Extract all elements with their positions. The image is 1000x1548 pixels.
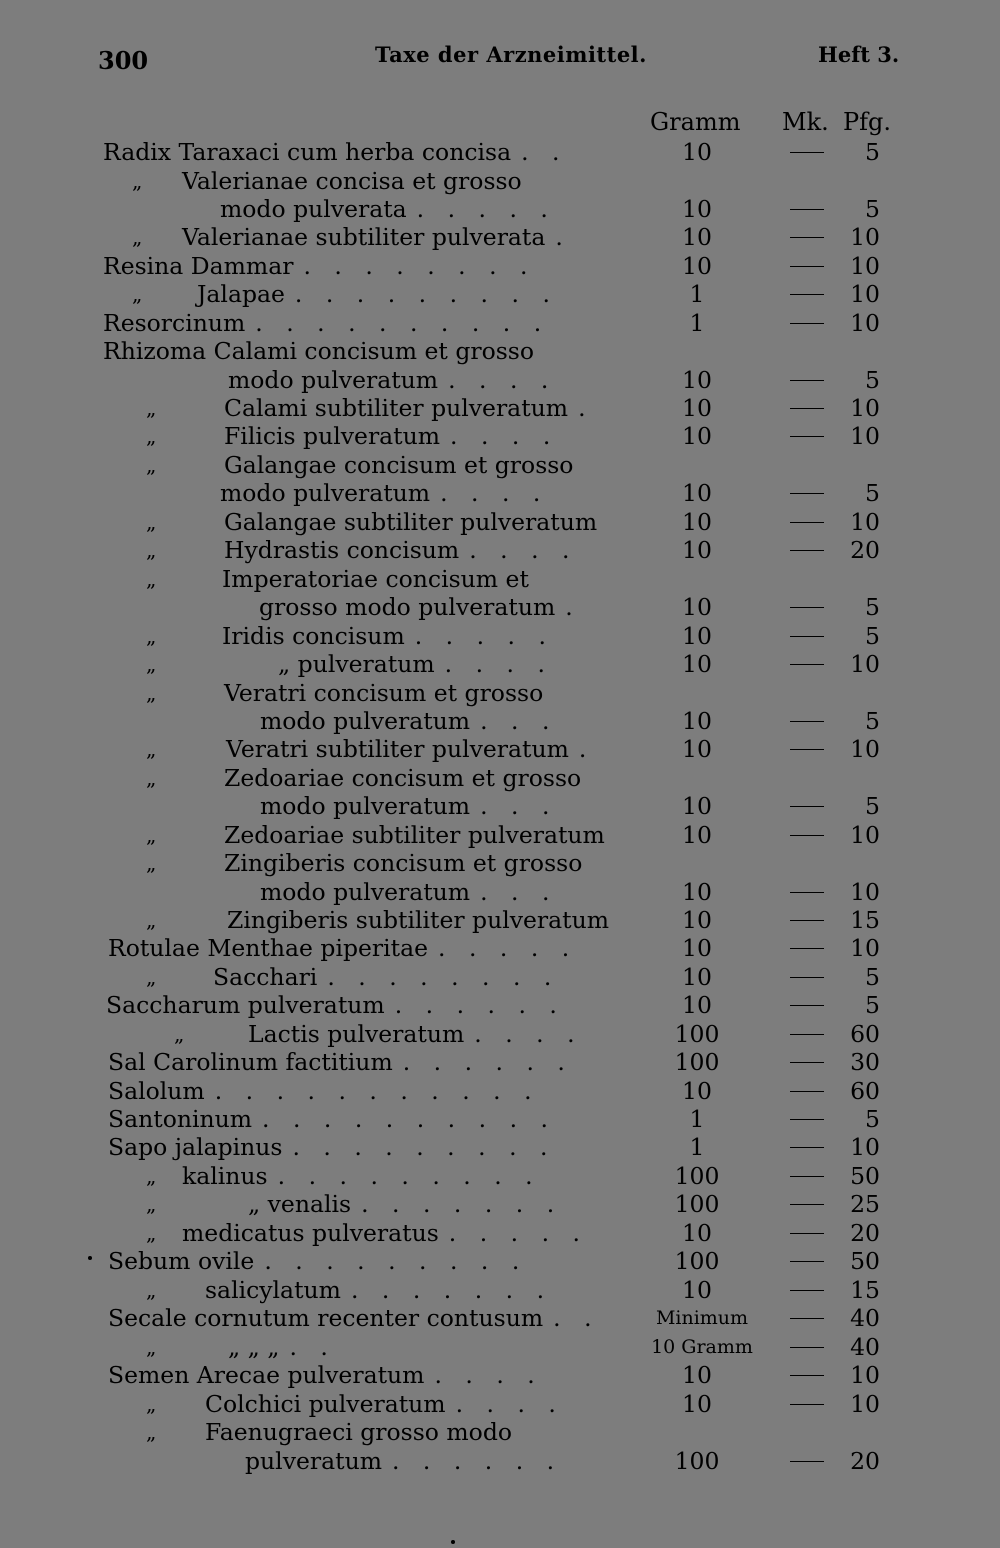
ditto-mark: „ [146,1420,157,1444]
dot-leader: . [578,394,594,422]
item-name: modo pulveratum [228,366,439,394]
dot-leader: . . . . . . . . [327,963,560,991]
gramm-value: 10 [682,792,712,820]
pfg-value: 30 [850,1048,880,1076]
table-row [0,138,1000,166]
table-row [0,764,1000,792]
table-row [0,1276,1000,1304]
mk-dash [790,1119,824,1120]
ditto-mark: „ [146,737,157,761]
table-row [0,735,1000,763]
pfg-value: 5 [865,138,880,166]
pfg-value: 5 [865,792,880,820]
item-name: Faenugraeci grosso modo [205,1418,513,1446]
item-name: „ venalis [248,1190,352,1218]
mk-dash [790,1375,824,1376]
mk-dash [790,522,824,523]
column-header-pfg: Pfg. [843,108,892,136]
table-row [0,1447,1000,1475]
dot-leader: . . . . [448,366,557,394]
ditto-mark: „ [146,1221,157,1245]
pfg-value: 5 [865,963,880,991]
dot-leader: . . . . [474,1020,583,1048]
table-row [0,1304,1000,1332]
gramm-value: 10 [682,1219,712,1247]
gramm-value: 100 [674,1048,720,1076]
ditto-mark: „ [146,567,157,591]
gramm-value: 10 [682,622,712,650]
pfg-value: 60 [850,1077,880,1105]
mk-dash [790,835,824,836]
mk-dash [790,1461,824,1462]
dot-leader: . . . . . [416,195,556,223]
gramm-value: 1 [689,1133,705,1161]
dot-leader: . . . . . . . . . [277,1162,541,1190]
item-name: Resina Dammar [103,252,294,280]
ditto-mark: „ [146,908,157,932]
table-row [0,1418,1000,1446]
ditto-mark: „ [146,965,157,989]
ditto-mark: „ [132,169,143,193]
item-name: kalinus [182,1162,268,1190]
item-name: Santoninum [108,1105,253,1133]
mk-dash [790,1176,824,1177]
mk-dash [790,1062,824,1063]
pfg-value: 5 [865,366,880,394]
item-name: Rotulae Menthae piperitae [108,934,429,962]
table-row [0,479,1000,507]
dot-leader: . . . . . . [402,1048,573,1076]
gramm-value: 10 [682,1390,712,1418]
issue-label: Heft 3. [818,42,900,67]
table-row [0,1333,1000,1361]
mk-dash [790,237,824,238]
mk-dash [790,380,824,381]
pfg-value: 15 [850,1276,880,1304]
gramm-value: 10 Gramm [651,1336,753,1358]
dot-leader: . . . . [440,479,549,507]
mk-dash [790,1261,824,1262]
pfg-value: 10 [850,1361,880,1389]
item-name: Imperatoriae concisum et [222,565,529,593]
pfg-value: 40 [850,1304,880,1332]
ditto-mark: „ [146,396,157,420]
dot-leader: . . . . . . . [350,1276,553,1304]
table-row [0,991,1000,1019]
item-name: grosso modo pulveratum [259,593,556,621]
item-name: Colchici pulveratum [205,1390,446,1418]
item-name: Hydrastis concisum [224,536,460,564]
dot-leader: . . [553,1304,600,1332]
print-speck [88,1256,92,1260]
gramm-value: 10 [682,536,712,564]
item-name: Zingiberis concisum et grosso [224,849,583,877]
dot-leader: . . . . [444,650,553,678]
dot-leader: . . . [480,707,558,735]
ditto-mark: „ [146,851,157,875]
ditto-mark: „ [146,624,157,648]
mk-dash [790,408,824,409]
ditto-mark: „ [132,225,143,249]
pfg-value: 15 [850,906,880,934]
mk-dash [790,636,824,637]
dot-leader: . . . . . . . . [303,252,536,280]
item-name: Galangae subtiliter pulveratum [224,508,598,536]
dot-leader: . . [521,138,568,166]
table-row [0,679,1000,707]
table-row [0,451,1000,479]
item-name: Sapo jalapinus [108,1133,283,1161]
table-row [0,622,1000,650]
gramm-value: 10 [682,1077,712,1105]
page-title: Taxe der Arzneimittel. [375,42,647,67]
gramm-value: 10 [682,1276,712,1304]
pfg-value: 40 [850,1333,880,1361]
gramm-value: 1 [689,309,705,337]
ditto-mark: „ [146,1335,157,1359]
mk-dash [790,1318,824,1319]
gramm-value: 10 [682,906,712,934]
item-name: Saccharum pulveratum [106,991,385,1019]
item-name: Veratri subtiliter pulveratum [226,735,569,763]
mk-dash [790,266,824,267]
gramm-value: 10 [682,394,712,422]
item-name: Jalapae [197,280,285,308]
item-name: modo pulverata [220,195,407,223]
ditto-mark: „ [146,1278,157,1302]
mk-dash [790,607,824,608]
pfg-value: 5 [865,622,880,650]
table-row [0,878,1000,906]
pfg-value: 20 [850,536,880,564]
mk-dash [790,806,824,807]
item-name: Filicis pulveratum [224,422,441,450]
table-row [0,366,1000,394]
table-row [0,508,1000,536]
dot-leader: . . . . . . . . . [294,280,558,308]
table-row [0,1247,1000,1275]
gramm-value: 10 [682,821,712,849]
table-row [0,195,1000,223]
gramm-value: 10 [682,650,712,678]
gramm-value: 10 [682,735,712,763]
item-name: Valerianae subtiliter pulverata [182,223,546,251]
item-name: Zedoariae concisum et grosso [224,764,582,792]
table-row [0,1390,1000,1418]
item-name: Zedoariae subtiliter pulveratum [224,821,605,849]
item-name: „ pulveratum [278,650,435,678]
pfg-value: 10 [850,394,880,422]
table-row [0,309,1000,337]
gramm-value: 100 [674,1247,720,1275]
ditto-mark: „ [132,282,143,306]
item-name: Veratri concisum et grosso [224,679,544,707]
gramm-value: 10 [682,963,712,991]
table-row [0,1162,1000,1190]
item-name: Salolum [108,1077,205,1105]
pfg-value: 5 [865,479,880,507]
table-row [0,167,1000,195]
gramm-value: 1 [689,280,705,308]
gramm-value: 100 [674,1162,720,1190]
table-row [0,707,1000,735]
item-name: Secale cornutum recenter contusum [108,1304,544,1332]
mk-dash [790,892,824,893]
pfg-value: 10 [850,508,880,536]
item-name: medicatus pulveratus [182,1219,439,1247]
mk-dash [790,1204,824,1205]
pfg-value: 5 [865,707,880,735]
dot-leader: . . . . . . . . . . [255,309,550,337]
ditto-mark: „ [146,652,157,676]
dot-leader: . . . . . [448,1219,589,1247]
gramm-value: 10 [682,593,712,621]
item-name: Valerianae concisa et grosso [182,167,522,195]
ditto-mark: „ [146,681,157,705]
item-name: Lactis pulveratum [248,1020,465,1048]
gramm-value: 10 [682,1361,712,1389]
column-header-gramm: Gramm [650,108,741,136]
pfg-value: 10 [850,878,880,906]
ditto-mark: „ [146,424,157,448]
gramm-value: 100 [674,1190,720,1218]
pfg-value: 5 [865,195,880,223]
pfg-value: 10 [850,650,880,678]
gramm-value: 10 [682,934,712,962]
pfg-value: 5 [865,991,880,1019]
ditto-mark: „ [146,510,157,534]
table-row [0,1361,1000,1389]
mk-dash [790,948,824,949]
table-row [0,1077,1000,1105]
dot-leader: . . . . . . . . . . [262,1105,556,1133]
ditto-mark: „ [146,823,157,847]
dot-leader: . . . [480,878,558,906]
table-row [0,1105,1000,1133]
pfg-value: 5 [865,593,880,621]
dot-leader: . . . . [450,422,559,450]
dot-leader: . [578,735,595,763]
dot-leader: . . . . . . [394,991,565,1019]
pfg-value: 20 [850,1447,880,1475]
item-name: modo pulveratum [260,707,471,735]
pfg-value: 10 [850,223,880,251]
dot-leader: . . . . . [414,622,554,650]
item-name: Rhizoma Calami concisum et grosso [103,337,535,365]
pfg-value: 10 [850,280,880,308]
pfg-value: 10 [850,252,880,280]
ditto-mark: „ [146,1164,157,1188]
table-row [0,536,1000,564]
pfg-value: 10 [850,934,880,962]
pfg-value: 10 [850,1390,880,1418]
gramm-value: 100 [674,1020,720,1048]
dot-leader: . . . . [469,536,578,564]
mk-dash [790,294,824,295]
mk-dash [790,1005,824,1006]
item-name: salicylatum [205,1276,341,1304]
mk-dash [790,1147,824,1148]
mk-dash [790,1233,824,1234]
item-name: Semen Arecae pulveratum [108,1361,425,1389]
item-name: Sacchari [213,963,318,991]
dot-leader: . [555,223,571,251]
mk-dash [790,209,824,210]
pfg-value: 25 [850,1190,880,1218]
table-row [0,1133,1000,1161]
table-row [0,1048,1000,1076]
dot-leader: . . . . . [438,934,578,962]
pfg-value: 10 [850,735,880,763]
ditto-mark: „ [146,453,157,477]
table-row [0,849,1000,877]
ditto-mark: „ [146,538,157,562]
ditto-mark: „ [174,1022,185,1046]
table-row [0,906,1000,934]
mk-dash [790,1034,824,1035]
table-row [0,394,1000,422]
dot-leader: . . . . [434,1361,543,1389]
gramm-value: 10 [682,366,712,394]
mk-dash [790,1290,824,1291]
pfg-value: 10 [850,422,880,450]
table-row [0,593,1000,621]
pfg-value: 10 [850,821,880,849]
item-name: „ „ „ [228,1333,280,1361]
item-name: Galangae concisum et grosso [224,451,574,479]
column-header-mk: Mk. [782,108,829,136]
pfg-value: 20 [850,1219,880,1247]
pfg-value: 10 [850,1133,880,1161]
gramm-value: 1 [689,1105,705,1133]
item-name: Iridis concisum [222,622,405,650]
mk-dash [790,1347,824,1348]
table-row [0,650,1000,678]
page-number: 300 [98,46,149,75]
gramm-value: 10 [682,991,712,1019]
mk-dash [790,493,824,494]
gramm-value: Minimum [655,1307,749,1329]
ditto-mark: „ [146,1192,157,1216]
dot-leader: . . . . . . . . . [292,1133,556,1161]
item-name: modo pulveratum [260,792,471,820]
table-row [0,792,1000,820]
pfg-value: 10 [850,309,880,337]
table-row [0,252,1000,280]
gramm-value: 10 [682,422,712,450]
ditto-mark: „ [146,1392,157,1416]
dot-leader: . [565,593,581,621]
table-row [0,422,1000,450]
mk-dash [790,749,824,750]
table-row [0,821,1000,849]
dot-leader: . . [289,1333,336,1361]
dot-leader: . . . . [455,1390,564,1418]
ditto-mark: „ [146,766,157,790]
print-speck [451,1540,455,1544]
dot-leader: . . . [480,792,558,820]
item-name: pulveratum [245,1447,382,1475]
item-name: Sebum ovile [108,1247,255,1275]
gramm-value: 10 [682,195,712,223]
gramm-value: 10 [682,223,712,251]
item-name: Sal Carolinum factitium [108,1048,393,1076]
mk-dash [790,323,824,324]
gramm-value: 100 [674,1447,720,1475]
gramm-value: 10 [682,479,712,507]
item-name: Resorcinum [103,309,246,337]
gramm-value: 10 [682,878,712,906]
item-name: modo pulveratum [260,878,471,906]
item-name: Calami subtiliter pulveratum [224,394,569,422]
table-row [0,337,1000,365]
mk-dash [790,152,824,153]
table-row [0,223,1000,251]
dot-leader: . . . . . . . . . . . [214,1077,540,1105]
gramm-value: 10 [682,508,712,536]
mk-dash [790,977,824,978]
gramm-value: 10 [682,707,712,735]
table-row [0,1190,1000,1218]
mk-dash [790,1091,824,1092]
mk-dash [790,664,824,665]
item-name: Radix Taraxaci cum herba concisa [103,138,512,166]
item-name: modo pulveratum [220,479,431,507]
pfg-value: 60 [850,1020,880,1048]
dot-leader: . . . . . . . . . [264,1247,528,1275]
dot-leader: . . . . . . . [361,1190,563,1218]
item-name: Zingiberis subtiliter pulveratum [227,906,610,934]
mk-dash [790,436,824,437]
pfg-value: 5 [865,1105,880,1133]
pfg-value: 50 [850,1247,880,1275]
table-row [0,280,1000,308]
table-row [0,934,1000,962]
mk-dash [790,721,824,722]
table-row [0,1020,1000,1048]
gramm-value: 10 [682,252,712,280]
table-row [0,1219,1000,1247]
mk-dash [790,920,824,921]
pfg-value: 50 [850,1162,880,1190]
mk-dash [790,1404,824,1405]
table-row [0,963,1000,991]
table-row [0,565,1000,593]
mk-dash [790,550,824,551]
dot-leader: . . . . . . [391,1447,563,1475]
gramm-value: 10 [682,138,712,166]
